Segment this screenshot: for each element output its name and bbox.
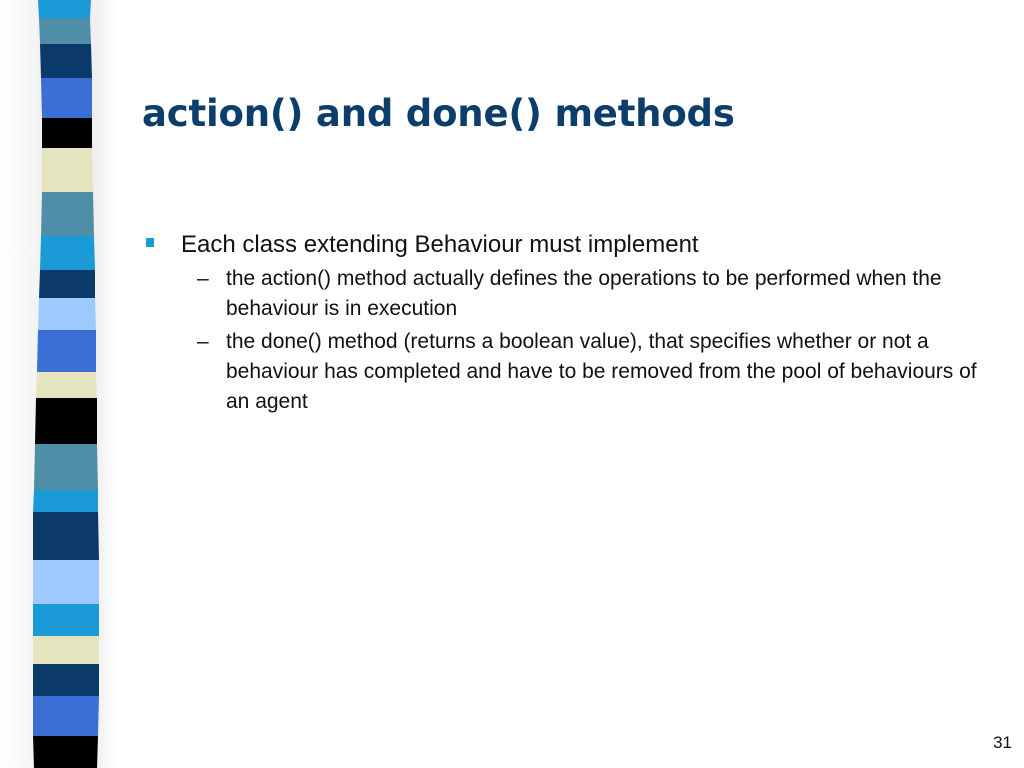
strip-block <box>33 560 99 604</box>
strip-block <box>38 298 96 330</box>
strip-block <box>42 118 92 148</box>
sub-bullet-text: the done() method (returns a boolean value), that specifies whether or not a behaviour has completed and have to be removed from the pool of behaviours of an agent <box>226 330 977 413</box>
slide-body <box>146 230 996 417</box>
slide-title: action() and done() methods <box>142 92 735 135</box>
strip-block <box>42 148 93 192</box>
strip-block <box>33 736 98 768</box>
strip-block <box>41 78 92 118</box>
sub-bullet-text: the action() method actually defines the operations to be performed when the behaviour is in execution <box>226 267 942 320</box>
strip-block <box>40 236 95 270</box>
sub-bullet-item <box>146 264 996 324</box>
strip-block <box>39 270 95 298</box>
bullet-text: Each class extending Behaviour must implement <box>181 231 699 258</box>
strip-block <box>33 512 99 560</box>
dash-marker: – <box>197 330 209 353</box>
strip-block <box>39 18 91 44</box>
strip-block <box>40 44 92 78</box>
square-bullet-icon <box>146 238 154 247</box>
strip-block <box>36 372 97 398</box>
strip-block <box>38 0 91 18</box>
strip-block <box>33 636 99 664</box>
slide-number: 31 <box>993 733 1012 752</box>
strip-block <box>35 398 97 444</box>
strip-block <box>41 192 94 236</box>
strip-block <box>33 604 99 636</box>
sub-bullet-item <box>146 327 996 417</box>
strip-block <box>33 696 99 736</box>
strip-block <box>37 330 96 372</box>
bullet-item <box>146 230 996 260</box>
decorative-side-strip <box>0 0 120 768</box>
dash-marker: – <box>197 267 209 290</box>
strip-block <box>34 444 98 490</box>
strip-block <box>33 490 98 512</box>
strip-block <box>33 664 99 696</box>
